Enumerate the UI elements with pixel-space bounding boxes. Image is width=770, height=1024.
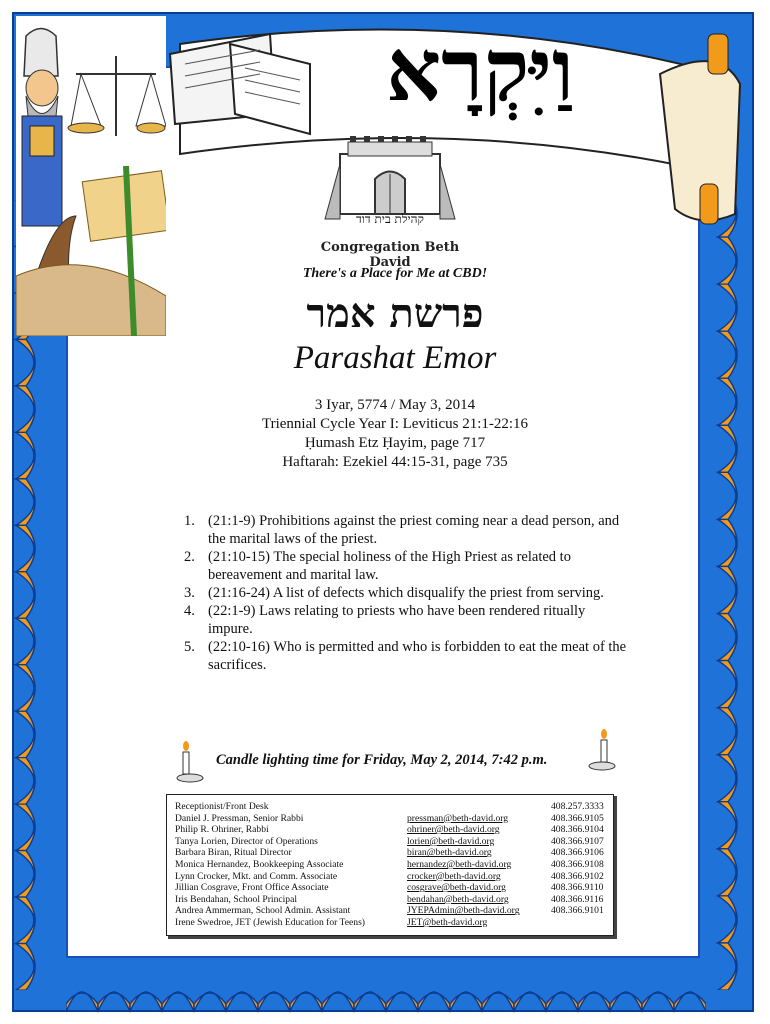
staff-phone: 408.366.9107: [551, 835, 604, 847]
staff-name: Barbara Biran, Ritual Director: [175, 847, 292, 859]
staff-email-link[interactable]: biran@beth-david.org: [407, 847, 492, 859]
logo-hebrew-name: קהילת בית דוד: [356, 212, 424, 226]
book-title-hebrew: וַיִּקְרָא: [385, 20, 575, 121]
candle-icon-left: [176, 740, 210, 784]
tagline: There's a Place for Me at CBD!: [302, 266, 488, 281]
staff-phone: 408.366.9105: [551, 812, 604, 824]
staff-name: Jillian Cosgrave, Front Office Associate: [175, 882, 329, 894]
staff-email-link[interactable]: hernandez@beth-david.org: [407, 859, 512, 870]
staff-phone: 408.366.9106: [551, 847, 604, 859]
staff-email-link[interactable]: pressman@beth-david.org: [407, 812, 509, 824]
staff-row: [175, 859, 605, 870]
staff-email-link[interactable]: cosgrave@beth-david.org: [407, 882, 506, 894]
list-item: 3. (21:16-24) A list of defects which disqualify the priest from serving.: [184, 585, 604, 601]
staff-row: [175, 836, 605, 847]
reading-line: Triennial Cycle Year I: Leviticus 21:1-22:16: [261, 416, 529, 432]
staff-name: Monica Hernandez, Bookkeeping Associate: [175, 859, 344, 870]
staff-email-link[interactable]: ohriner@beth-david.org: [407, 824, 500, 836]
staff-phone: 408.366.9110: [551, 882, 604, 894]
staff-row: [175, 847, 605, 858]
priest-illustration: [16, 16, 166, 336]
staff-row: [175, 917, 605, 928]
staff-name: Receptionist/Front Desk: [175, 801, 269, 812]
list-item: 5. (22:10-16) Who is permitted and who is forbidden to eat the meat of the sacrifices.: [184, 639, 627, 673]
staff-name: Andrea Ammerman, School Admin. Assistant: [175, 905, 351, 917]
parasha-title-english: Parashat Emor: [293, 340, 497, 376]
reading-summary-list: [174, 512, 654, 674]
haftarah-line: Haftarah: Ezekiel 44:15-31, page 735: [282, 454, 508, 470]
logo-english-name: Congregation Beth David: [320, 240, 460, 270]
staff-row: [175, 882, 605, 893]
staff-row: [175, 824, 605, 835]
candle-icon-right: [584, 728, 618, 772]
staff-row: [175, 905, 605, 916]
staff-row: [175, 894, 605, 905]
staff-phone: 408.366.9116: [551, 893, 604, 905]
staff-email-link[interactable]: bendahan@beth-david.org: [407, 893, 509, 905]
staff-name: Tanya Lorien, Director of Operations: [175, 835, 318, 847]
list-item: 1. (21:1-9) Prohibitions against the priest coming near a dead person, and the marital laws of the priest.: [184, 513, 620, 547]
staff-email-link[interactable]: lorien@beth-david.org: [407, 835, 495, 847]
staff-phone: 408.366.9108: [551, 859, 604, 870]
staff-phone: 408.366.9102: [551, 870, 604, 882]
staff-email-link[interactable]: JET@beth-david.org: [407, 917, 488, 928]
parasha-details: [200, 396, 590, 472]
staff-directory: [166, 794, 614, 936]
list-item: 2. (21:10-15) The special holiness of the High Priest as related to bereavement and marital law.: [184, 549, 571, 583]
staff-phone: 408.257.3333: [551, 801, 604, 812]
right-border-decoration: [716, 190, 756, 990]
parasha-title-hebrew: פרשת אמר: [306, 290, 484, 337]
staff-email-link[interactable]: JYEPAdmin@beth-david.org: [407, 905, 520, 917]
humash-line: Ḥumash Etz Ḥayim, page 717: [304, 435, 486, 451]
staff-row: [175, 801, 605, 812]
staff-name: Daniel J. Pressman, Senior Rabbi: [175, 812, 304, 824]
staff-phone: 408.366.9101: [551, 905, 604, 917]
staff-email-link[interactable]: crocker@beth-david.org: [407, 870, 501, 882]
staff-phone: 408.366.9104: [551, 824, 604, 836]
staff-name: Iris Bendahan, School Principal: [175, 893, 298, 905]
staff-name: Philip R. Ohriner, Rabbi: [175, 824, 269, 836]
date-line: 3 Iyar, 5774 / May 3, 2014: [314, 397, 476, 413]
staff-row: [175, 813, 605, 824]
staff-name: Lynn Crocker, Mkt. and Comm. Associate: [175, 870, 338, 882]
staff-name: Irene Swedroe, JET (Jewish Education for Teens): [175, 917, 365, 928]
list-item: 4. (22:1-9) Laws relating to priests who have been rendered ritually impure.: [184, 603, 586, 637]
candle-lighting-time: Candle lighting time for Friday, May 2, 2014, 7:42 p.m.: [216, 752, 548, 768]
staff-row: [175, 871, 605, 882]
bottom-border-decoration: [66, 968, 706, 1014]
